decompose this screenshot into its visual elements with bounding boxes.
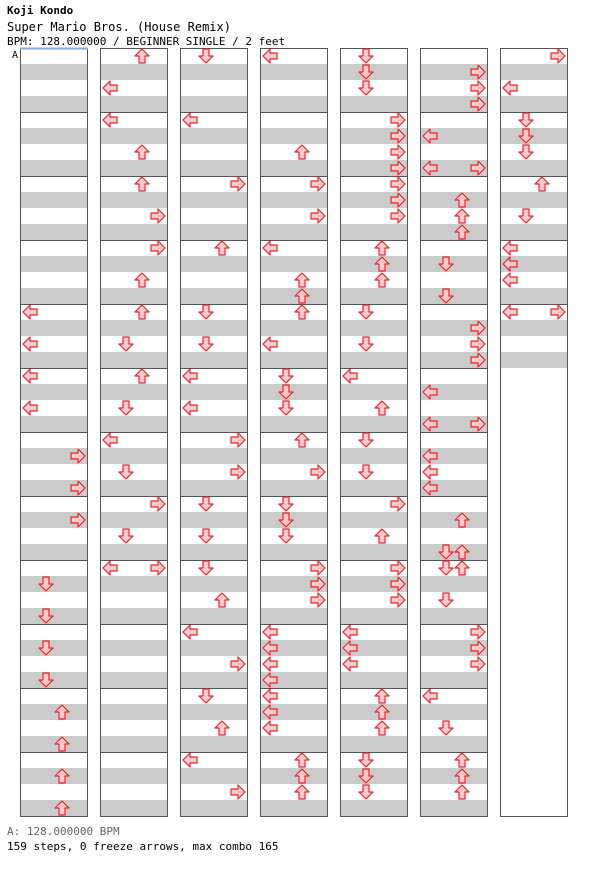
bpm-marker-label: A [12,50,19,61]
arrow-down-icon [199,305,213,319]
beat-stripe [260,288,328,304]
beat-stripe [20,736,88,752]
arrow-up-icon [375,689,389,703]
beat-stripe [500,352,568,368]
beat-stripe [100,256,168,272]
beat-stripe [260,352,328,368]
arrow-down-icon [519,145,533,159]
beat-stripe [20,96,88,112]
beat-stripe [340,384,408,400]
arrow-down-icon [519,113,533,127]
beat-stripe [180,640,248,656]
beat-stripe [180,576,248,592]
beat-stripe [180,544,248,560]
arrow-right-icon [551,49,565,63]
arrow-left-icon [343,369,357,383]
arrow-left-icon [263,657,277,671]
beat-stripe [340,352,408,368]
arrow-down-icon [119,529,133,543]
beat-stripe [180,480,248,496]
beat-stripe [420,672,488,688]
beat-stripe [340,288,408,304]
beat-stripe [420,544,488,560]
beat-stripe [260,320,328,336]
beat-stripe [340,256,408,272]
arrow-down-icon [359,753,373,767]
arrow-right-icon [311,593,325,607]
arrow-left-icon [23,369,37,383]
arrow-right-icon [311,209,325,223]
arrow-down-icon [519,209,533,223]
arrow-left-icon [103,113,117,127]
arrow-left-icon [263,49,277,63]
beat-stripe [500,288,568,304]
beat-stripe [260,768,328,784]
arrow-right-icon [151,561,165,575]
arrow-left-icon [183,113,197,127]
beat-stripe [20,384,88,400]
arrow-left-icon [103,433,117,447]
beat-stripe [180,384,248,400]
beat-stripe [500,160,568,176]
beat-stripe [100,480,168,496]
arrow-down-icon [119,465,133,479]
beat-stripe [20,576,88,592]
arrow-up-icon [455,785,469,799]
beat-stripe [100,576,168,592]
beat-stripe [20,128,88,144]
beat-stripe [500,192,568,208]
beat-stripe [180,256,248,272]
beat-stripe [100,224,168,240]
arrow-up-icon [375,721,389,735]
beat-stripe [340,96,408,112]
arrow-down-icon [199,497,213,511]
beat-stripe [20,704,88,720]
beat-stripe [260,192,328,208]
beat-stripe [260,160,328,176]
beat-stripe [260,448,328,464]
arrow-up-icon [135,145,149,159]
arrow-left-icon [263,625,277,639]
song-title: Super Mario Bros. (House Remix) [7,20,231,34]
arrow-left-icon [183,753,197,767]
beat-stripe [100,640,168,656]
beat-stripe [100,288,168,304]
arrow-right-icon [471,81,485,95]
beat-stripe [180,608,248,624]
beat-stripe [260,736,328,752]
arrow-down-icon [439,721,453,735]
beat-stripe [180,736,248,752]
beat-stripe [500,128,568,144]
arrow-up-icon [135,177,149,191]
beat-stripe [180,512,248,528]
arrow-left-icon [183,401,197,415]
beat-stripe [100,128,168,144]
beat-stripe [420,192,488,208]
beat-stripe [20,160,88,176]
arrow-right-icon [391,593,405,607]
beat-stripe [260,544,328,560]
beat-stripe [180,352,248,368]
arrow-up-icon [535,177,549,191]
beat-stripe [180,128,248,144]
beat-stripe [260,128,328,144]
arrow-left-icon [503,305,517,319]
arrow-up-icon [295,145,309,159]
arrow-up-icon [455,209,469,223]
beat-stripe [20,192,88,208]
arrow-down-icon [359,305,373,319]
arrow-right-icon [391,561,405,575]
beat-stripe [340,64,408,80]
arrow-right-icon [391,177,405,191]
footer-bpm: A: 128.000000 BPM [7,825,120,838]
arrow-left-icon [503,81,517,95]
arrow-right-icon [151,497,165,511]
arrow-down-icon [359,465,373,479]
beat-stripe [20,288,88,304]
arrow-down-icon [199,49,213,63]
arrow-down-icon [199,561,213,575]
arrow-down-icon [359,337,373,351]
arrow-right-icon [471,625,485,639]
beat-stripe [340,480,408,496]
beat-stripe [340,800,408,816]
arrow-right-icon [391,497,405,511]
arrow-up-icon [455,753,469,767]
arrow-up-icon [135,369,149,383]
arrow-left-icon [263,337,277,351]
arrow-down-icon [279,529,293,543]
arrow-up-icon [135,49,149,63]
beat-stripe [420,576,488,592]
beat-stripe [180,800,248,816]
arrow-up-icon [375,273,389,287]
arrow-down-icon [119,401,133,415]
beat-stripe [420,608,488,624]
beat-stripe [260,416,328,432]
beat-stripe [260,608,328,624]
arrow-down-icon [279,369,293,383]
arrow-right-icon [231,465,245,479]
beat-stripe [20,352,88,368]
artist-name: Koji Kondo [7,4,74,17]
beat-stripe [20,320,88,336]
beat-stripe [180,320,248,336]
arrow-up-icon [135,305,149,319]
arrow-down-icon [359,433,373,447]
beat-stripe [340,608,408,624]
arrow-right-icon [391,145,405,159]
beat-stripe [100,608,168,624]
beat-stripe [340,704,408,720]
arrow-left-icon [103,561,117,575]
chart-column [500,49,568,817]
arrow-left-icon [423,465,437,479]
arrow-right-icon [231,785,245,799]
beat-stripe [260,256,328,272]
beat-stripe [20,672,88,688]
footer-stats: 159 steps, 0 freeze arrows, max combo 165 [7,840,279,853]
chart-column [20,49,88,817]
arrow-down-icon [199,529,213,543]
arrow-right-icon [471,337,485,351]
arrow-down-icon [119,337,133,351]
beat-stripe [20,640,88,656]
beat-stripe [180,96,248,112]
beat-stripe [260,224,328,240]
beat-stripe [340,544,408,560]
arrow-left-icon [183,369,197,383]
beat-stripe [100,160,168,176]
beat-stripe [100,704,168,720]
beat-stripe [180,416,248,432]
arrow-left-icon [263,689,277,703]
arrow-right-icon [231,433,245,447]
beat-stripe [340,416,408,432]
arrow-up-icon [295,785,309,799]
beat-stripe [260,384,328,400]
beat-stripe [20,416,88,432]
arrow-left-icon [503,273,517,287]
beat-stripe [180,672,248,688]
beat-stripe [420,288,488,304]
arrow-up-icon [375,241,389,255]
beat-stripe [340,512,408,528]
beat-stripe [100,736,168,752]
chart-info: BPM: 128.000000 / BEGINNER SINGLE / 2 feet [7,35,286,48]
beat-stripe [180,448,248,464]
beat-stripe [20,64,88,80]
beat-stripe [500,320,568,336]
arrow-left-icon [263,241,277,255]
beat-stripe [340,768,408,784]
beat-stripe [20,544,88,560]
beat-stripe [100,544,168,560]
arrow-up-icon [295,753,309,767]
beat-stripe [260,800,328,816]
beat-stripe [340,224,408,240]
beat-stripe [180,192,248,208]
arrow-left-icon [23,305,37,319]
arrow-right-icon [311,177,325,191]
arrow-right-icon [471,657,485,671]
arrow-down-icon [279,401,293,415]
arrow-up-icon [215,593,229,607]
arrow-down-icon [279,497,293,511]
arrow-up-icon [295,273,309,287]
arrow-left-icon [423,689,437,703]
arrow-right-icon [231,657,245,671]
arrow-right-icon [231,177,245,191]
beat-stripe [420,800,488,816]
beat-stripe [420,704,488,720]
beat-stripe [420,256,488,272]
beat-stripe [100,416,168,432]
arrow-up-icon [295,433,309,447]
arrow-up-icon [135,273,149,287]
arrow-up-icon [455,561,469,575]
beat-stripe [100,512,168,528]
arrow-down-icon [439,593,453,607]
beat-stripe [500,224,568,240]
beat-stripe [100,352,168,368]
beat-stripe [100,192,168,208]
arrow-right-icon [551,305,565,319]
beat-stripe [100,448,168,464]
arrow-right-icon [391,209,405,223]
beat-stripe [100,800,168,816]
beat-stripe [180,288,248,304]
arrow-left-icon [183,625,197,639]
beat-stripe [20,800,88,816]
beat-stripe [100,64,168,80]
beat-stripe [20,768,88,784]
arrow-left-icon [23,337,37,351]
beat-stripe [500,96,568,112]
arrow-up-icon [215,241,229,255]
beat-stripe [340,448,408,464]
arrow-down-icon [359,785,373,799]
beat-stripe [100,768,168,784]
arrow-left-icon [23,401,37,415]
measure-columns [20,49,568,817]
arrow-down-icon [199,337,213,351]
arrow-up-icon [375,529,389,543]
beat-stripe [180,768,248,784]
arrow-up-icon [295,305,309,319]
arrow-right-icon [311,561,325,575]
beat-stripe [340,672,408,688]
beat-stripe [20,256,88,272]
beat-stripe [100,384,168,400]
beat-stripe [20,224,88,240]
arrow-right-icon [151,241,165,255]
beat-stripe [180,160,248,176]
beat-stripe [100,320,168,336]
beat-stripe [20,608,88,624]
arrow-left-icon [503,241,517,255]
arrow-left-icon [103,81,117,95]
beat-stripe [260,64,328,80]
arrow-left-icon [263,721,277,735]
arrow-up-icon [375,401,389,415]
beat-stripe [100,96,168,112]
beat-stripe [340,320,408,336]
beat-stripe [260,96,328,112]
beat-stripe [180,224,248,240]
beat-stripe [420,512,488,528]
beat-stripe [420,736,488,752]
beat-stripe [100,672,168,688]
arrow-right-icon [311,465,325,479]
beat-stripe [340,736,408,752]
beat-stripe [420,224,488,240]
beat-stripe [180,64,248,80]
arrow-down-icon [199,689,213,703]
beat-stripe [260,480,328,496]
beat-stripe [180,704,248,720]
arrow-down-icon [439,561,453,575]
arrow-left-icon [343,625,357,639]
arrow-up-icon [215,721,229,735]
beat-stripe [260,512,328,528]
arrow-right-icon [151,209,165,223]
arrow-left-icon [343,657,357,671]
beat-stripe [500,64,568,80]
beat-stripe [420,768,488,784]
arrow-down-icon [359,81,373,95]
arrow-down-icon [359,49,373,63]
arrow-right-icon [391,113,405,127]
